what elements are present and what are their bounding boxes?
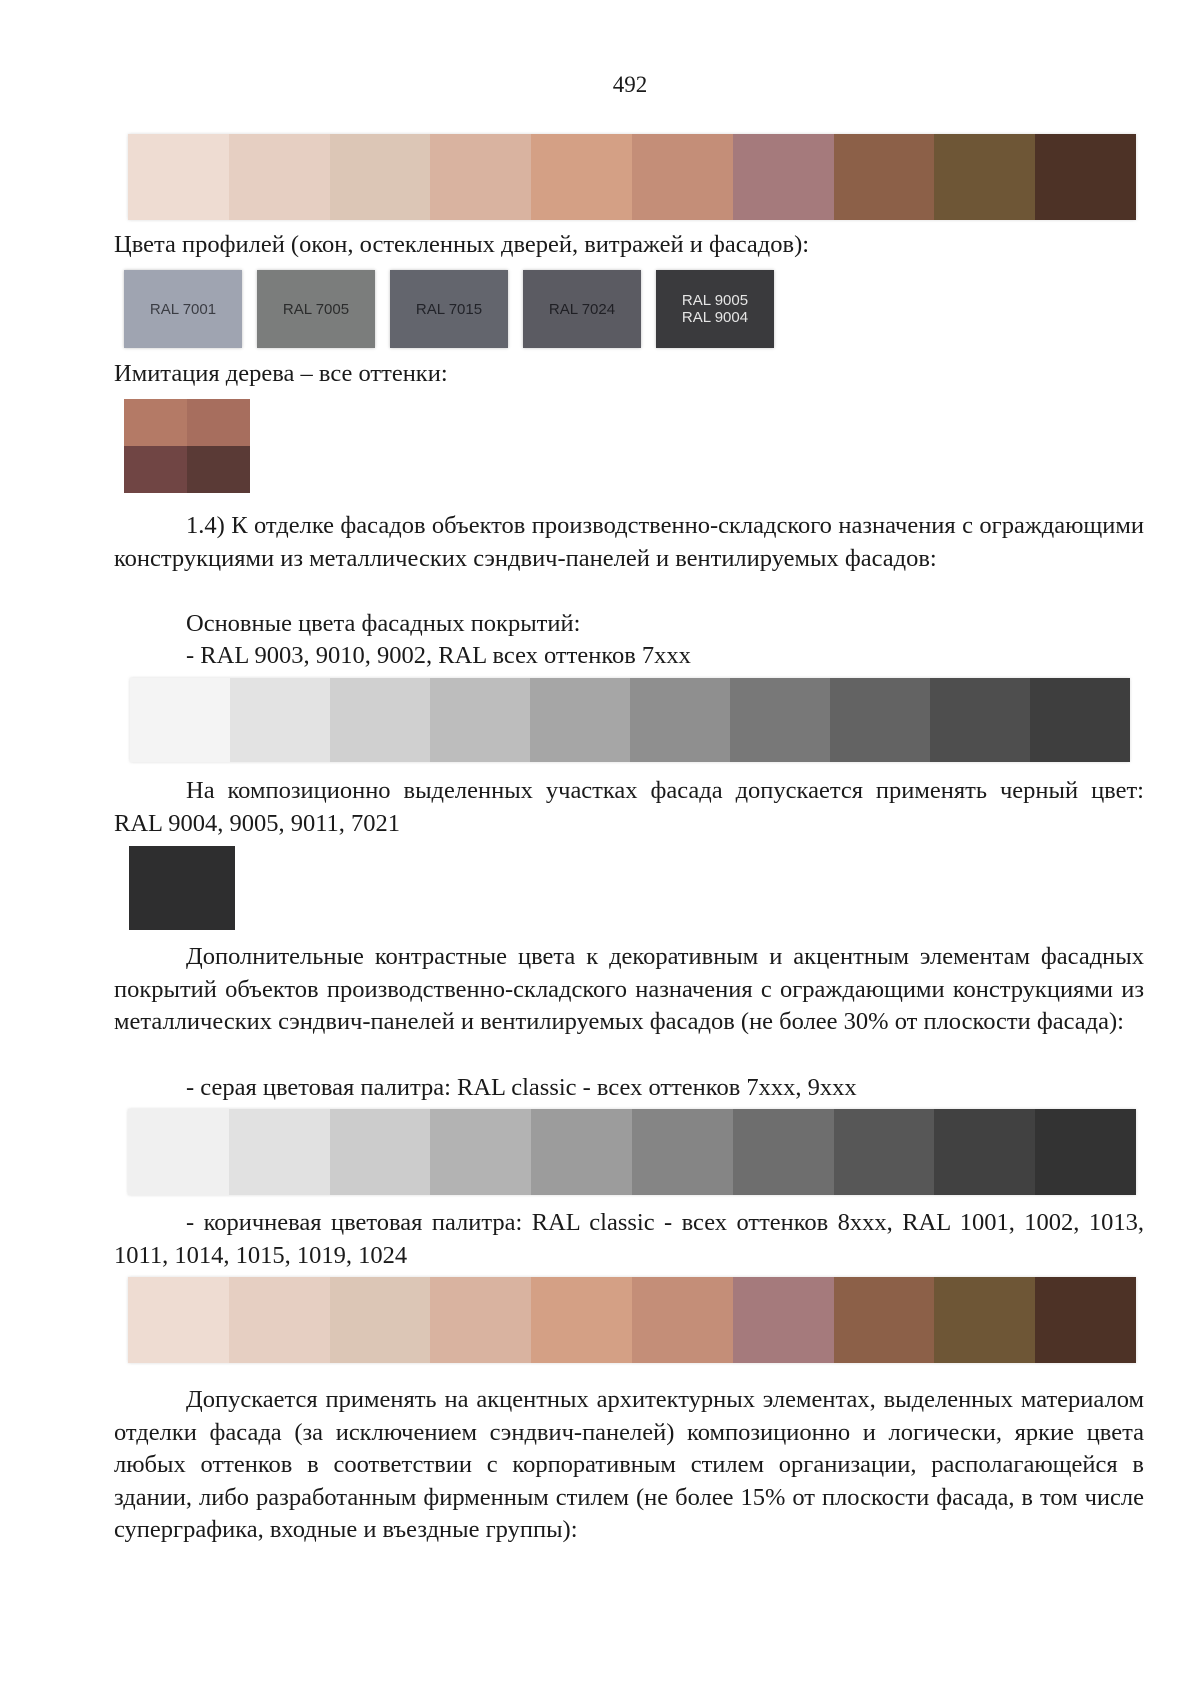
gray-palette-swatch-2 (229, 1109, 330, 1195)
gray-swatch-2 (230, 678, 330, 762)
gray-swatch-9 (930, 678, 1030, 762)
top-strip-swatch-2 (229, 134, 330, 220)
gray-swatch-6 (630, 678, 730, 762)
top-color-strip (128, 134, 1136, 220)
gray-swatch-7 (730, 678, 830, 762)
top-strip-swatch-5 (531, 134, 632, 220)
ral-label: RAL 7024 (548, 300, 616, 318)
bright-colors-paragraph: Допускается применять на акцентных архитектурных элементах, выделенных материалом отделки фасада (за исключением сэндвич-панелей) композиционно и логически, яркие цвета любых оттенков в соответствии с корпоративным стилем организации, располагающейся в здании, либо разработанным фирменным стилем (не более 15% от плоскости фасада, в том числе суперграфика, входные и въездные группы): (114, 1386, 1144, 1543)
top-strip-swatch-8 (834, 134, 935, 220)
brown-palette-swatch-1 (128, 1277, 229, 1363)
gray-palette-swatch-4 (430, 1109, 531, 1195)
ral-label: RAL 9004 (681, 309, 749, 326)
gray-palette-swatch-5 (531, 1109, 632, 1195)
brown-palette-swatch-8 (834, 1277, 935, 1363)
black-color-swatch (129, 846, 235, 930)
profiles-heading: Цвета профилей (окон, остекленных дверей, витражей и фасадов): (114, 231, 810, 258)
gray-palette-swatch-3 (330, 1109, 431, 1195)
wood-tone-1 (124, 399, 187, 446)
ral-swatch (390, 270, 508, 348)
brown-palette-paragraph: - коричневая цветовая палитра: RAL classic - всех оттенков 8xxx, RAL 1001, 1002, 1013, 1011, 1014, 1015, 1019, 1024 (114, 1209, 1144, 1269)
main-colors-list: - RAL 9003, 9010, 9002, RAL всех оттенков 7xxx (186, 642, 691, 669)
brown-palette-strip (128, 1277, 1136, 1363)
ral-swatch (257, 270, 375, 348)
gray-swatch-5 (530, 678, 630, 762)
gray-color-strip (130, 678, 1130, 762)
gray-swatch-8 (830, 678, 930, 762)
gray-palette-swatch-8 (834, 1109, 935, 1195)
ral-swatch (523, 270, 641, 348)
black-color-paragraph: На композиционно выделенных участках фасада допускается применять черный цвет: RAL 9004, 9005, 9011, 7021 (114, 777, 1144, 837)
ral-label: RAL 7005 (282, 300, 350, 318)
ral-label: RAL 7001 (149, 300, 217, 318)
top-strip-swatch-10 (1035, 134, 1136, 220)
main-colors-label: Основные цвета фасадных покрытий: (186, 610, 581, 637)
wood-tone-4 (187, 446, 250, 493)
top-strip-swatch-4 (430, 134, 531, 220)
page-number: 492 (612, 72, 648, 97)
wood-imitation-swatch (124, 399, 250, 493)
brown-palette-swatch-2 (229, 1277, 330, 1363)
gray-swatch-10 (1030, 678, 1130, 762)
brown-palette-swatch-10 (1035, 1277, 1136, 1363)
top-strip-swatch-9 (934, 134, 1035, 220)
profile-color-swatches (124, 270, 774, 348)
top-strip-swatch-7 (733, 134, 834, 220)
gray-swatch-3 (330, 678, 430, 762)
brown-palette-swatch-9 (934, 1277, 1035, 1363)
gray-palette-strip (128, 1109, 1136, 1195)
wood-tone-2 (187, 399, 250, 446)
top-strip-swatch-1 (128, 134, 229, 220)
gray-palette-line: - серая цветовая палитра: RAL classic - всех оттенков 7xxx, 9xxx (186, 1074, 857, 1101)
top-strip-swatch-3 (330, 134, 431, 220)
brown-palette-swatch-6 (632, 1277, 733, 1363)
wood-heading: Имитация дерева – все оттенки: (114, 360, 448, 387)
gray-palette-swatch-6 (632, 1109, 733, 1195)
gray-swatch-4 (430, 678, 530, 762)
ral-label: RAL 9005 (681, 292, 749, 309)
gray-palette-swatch-7 (733, 1109, 834, 1195)
brown-palette-swatch-7 (733, 1277, 834, 1363)
ral-swatch (656, 270, 774, 348)
brown-palette-swatch-5 (531, 1277, 632, 1363)
gray-palette-swatch-10 (1035, 1109, 1136, 1195)
gray-swatch-1 (130, 678, 230, 762)
brown-palette-swatch-4 (430, 1277, 531, 1363)
ral-swatch (124, 270, 242, 348)
additional-colors-paragraph: Дополнительные контрастные цвета к декоративным и акцентным элементам фасадных покрытий объектов производственно-складского назначения с ограждающими конструкциями из металлических сэндвич-панелей и вентилируемых фасадов (не более 30% от плоскости фасада): (114, 943, 1144, 1035)
section-1-4-paragraph: 1.4) К отделке фасадов объектов производственно-складского назначения с ограждающими конструкциями из металлических сэндвич-панелей и вентилируемых фасадов: (114, 512, 1144, 572)
gray-palette-swatch-1 (128, 1109, 229, 1195)
top-strip-swatch-6 (632, 134, 733, 220)
wood-tone-3 (124, 446, 187, 493)
brown-palette-swatch-3 (330, 1277, 431, 1363)
ral-label: RAL 7015 (415, 300, 483, 318)
gray-palette-swatch-9 (934, 1109, 1035, 1195)
